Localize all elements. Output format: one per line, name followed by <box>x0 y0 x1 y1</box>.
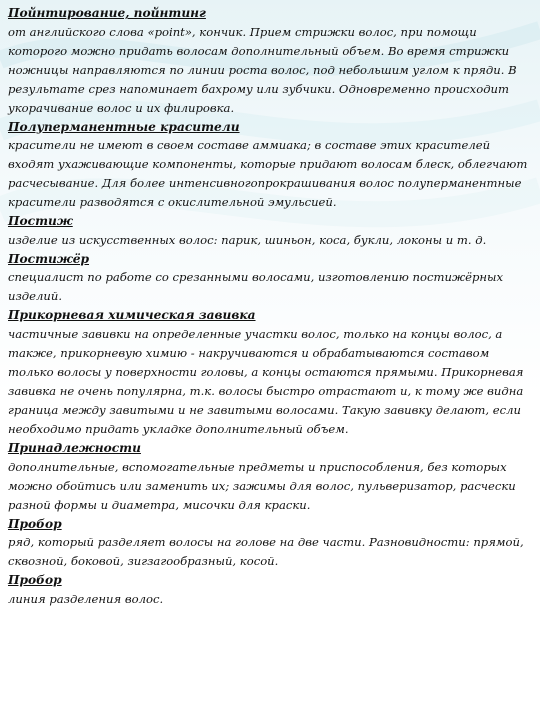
glossary-entry <box>8 571 534 609</box>
term-heading: Постиж <box>8 214 73 229</box>
term-heading: Пробор <box>8 573 62 588</box>
term-heading: Постижёр <box>8 251 90 266</box>
glossary-entry <box>8 250 534 307</box>
term-definition: от английского слова «point», кончик. Прием стрижки волос, при помощи которого можно придать волосам дополнительный объем. Во время стрижки ножницы направляются по линии роста волос, под небольшим углом к пряди. В результате срез напоминает бахрому или зубчики. Одновременно происходит укорачивание волос и их филировка. <box>8 24 517 115</box>
term-definition: изделие из искусственных волос: парик, шиньон, коса, букли, локоны и т. д. <box>8 232 487 247</box>
term-heading: Полуперманентные красители <box>8 119 240 134</box>
glossary-content <box>8 4 534 609</box>
term-definition: линия разделения волос. <box>8 591 164 606</box>
term-heading: Принадлежности <box>8 440 141 455</box>
term-definition: красители не имеют в своем составе аммиака; в составе этих красителей входят ухаживающие компоненты, которые придают волосам блеск, облегчают расчесывание. Для более интенсивногопрокрашивания волос полуперманентные красители разводятся с окислительной эмульсией. <box>8 138 528 210</box>
glossary-entry <box>8 515 534 572</box>
term-heading: Пойнтирование, пойнтинг <box>8 6 206 20</box>
glossary-entry <box>8 212 534 250</box>
term-heading: Прикорневая химическая завивка <box>8 308 256 323</box>
glossary-entry <box>8 118 534 213</box>
term-definition: дополнительные, вспомогательные предметы и приспособления, без которых можно обойтись или заменить их; зажимы для волос, пульверизатор, расчески разной формы и диаметра, мисочки для краски. <box>8 459 516 512</box>
glossary-entry <box>8 439 534 515</box>
term-definition: частичные завивки на определенные участки волос, только на концы волос, а также, прикорневую химию - накручиваются и обрабатываются составом только волосы у поверхности головы, а концы остаются прямыми. Прикорневая завивка не очень популярна, т.к. волосы быстро отрастают и, к тому же видна граница между завитыми и не завитыми волосами. Такую завивку делают, если необходимо придать укладке дополнительный объем. <box>8 326 524 436</box>
term-definition: ряд, который разделяет волосы на голове на две части. Разновидности: прямой, сквозной, боковой, зигзагообразный, косой. <box>8 535 524 569</box>
term-heading: Пробор <box>8 516 62 531</box>
glossary-entry <box>8 306 534 439</box>
term-definition: специалист по работе со срезанными волосами, изготовлению постижёрных изделий. <box>8 270 504 304</box>
glossary-entry <box>8 4 534 118</box>
